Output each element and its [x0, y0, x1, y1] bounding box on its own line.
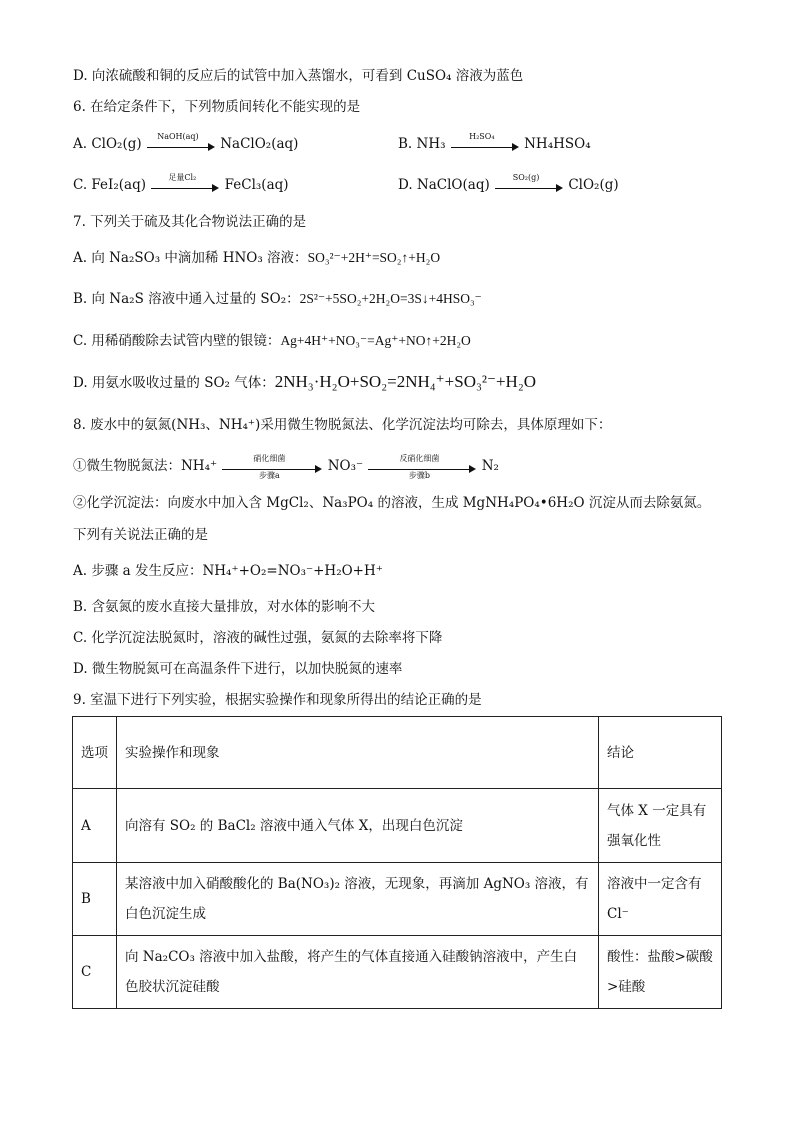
header-operation: 实验操作和现象 — [117, 717, 599, 789]
q7-stem: 7. 下列关于硫及其化合物说法正确的是 — [73, 214, 307, 230]
q8-ask: 下列有关说法正确的是 — [73, 527, 208, 543]
row-conclusion: 气体 X 一定具有强氧化性 — [599, 789, 722, 863]
q7-option-b — [73, 289, 482, 309]
q8-m1-end: N₂ — [481, 458, 499, 474]
q6-b-reagent: H₂SO₄ — [469, 131, 495, 141]
q7-d-text: D. 用氨水吸收过量的 SO₂ 气体： — [73, 375, 275, 391]
q7-b-text: B. 向 Na₂S 溶液中通入过量的 SO₂： — [73, 291, 300, 307]
reaction-arrow-icon — [451, 131, 519, 152]
header-conclusion: 结论 — [599, 717, 722, 789]
q7-option-d — [73, 372, 536, 393]
q5-option-d: D. 向浓硫酸和铜的反应后的试管中加入蒸馏水，可看到 CuSO₄ 溶液为蓝色 — [73, 68, 524, 84]
q8-option-a: A. 步骤 a 发生反应：NH₄⁺+O₂=NO₃⁻+H₂O+H⁺ — [73, 563, 383, 579]
q7-option-a — [73, 248, 440, 268]
q6-a-prefix: A. ClO₂(g) — [73, 136, 142, 152]
q7-option-c — [73, 331, 471, 351]
q6-d-prefix: D. NaClO(aq) — [398, 177, 490, 193]
q6-b-product: NH₄HSO₄ — [524, 136, 591, 152]
row-option: A — [73, 789, 117, 863]
q8-method-1 — [73, 453, 499, 480]
q8-arrow1-bottom: 步骤a — [259, 470, 280, 480]
q9-stem: 9. 室温下进行下列实验，根据实验操作和现象所得出的结论正确的是 — [73, 692, 482, 708]
q7-d-equation: 2NH₃·H₂O+SO₂=2NH₄⁺+SO₃²⁻+H₂O — [274, 372, 537, 391]
q7-a-equation: SO₃²⁻+2H⁺=SO₂↑+H₂O — [307, 250, 441, 265]
q6-d-reagent: SO₂(g) — [512, 172, 540, 182]
table-row — [73, 863, 722, 936]
row-operation: 向溶有 SO₂ 的 BaCl₂ 溶液中通入气体 X，出现白色沉淀 — [117, 789, 599, 863]
q6-c-prefix: C. FeI₂(aq) — [73, 177, 147, 193]
q8-arrow2-bottom: 步骤b — [408, 470, 430, 480]
q6-a-product: NaClO₂(aq) — [220, 136, 299, 152]
row-operation: 某溶液中加入硝酸酸化的 Ba(NO₃)₂ 溶液，无现象，再滴加 AgNO₃ 溶液，有白色沉淀生成 — [117, 863, 599, 936]
q8-option-b: B. 含氨氮的废水直接大量排放，对水体的影响不大 — [73, 599, 376, 615]
row-option: B — [73, 863, 117, 936]
reaction-arrow-icon — [222, 453, 322, 480]
q6-c-reagent: 足量Cl₂ — [168, 172, 197, 182]
header-option: 选项 — [73, 717, 117, 789]
reaction-arrow-icon — [495, 172, 563, 193]
q6-option-b — [398, 131, 591, 154]
q6-option-d — [398, 172, 619, 195]
reaction-arrow-icon — [368, 453, 476, 480]
q6-stem: 6. 在给定条件下，下列物质间转化不能实现的是 — [73, 99, 361, 115]
q8-option-c: C. 化学沉淀法脱氮时，溶液的碱性过强，氨氮的去除率将下降 — [73, 630, 443, 646]
q8-m1-mid: NO₃⁻ — [327, 458, 364, 474]
row-conclusion: 溶液中一定含有 Cl⁻ — [599, 863, 722, 936]
q6-c-product: FeCl₃(aq) — [224, 177, 289, 193]
q6-option-c — [73, 172, 289, 195]
q7-a-text: A. 向 Na₂SO₃ 中滴加稀 HNO₃ 溶液： — [73, 250, 308, 266]
q8-arrow1-top: 硝化细菌 — [253, 453, 286, 463]
reaction-arrow-icon — [147, 131, 215, 152]
experiment-table — [72, 716, 722, 1009]
q8-option-d: D. 微生物脱氮可在高温条件下进行，以加快脱氮的速率 — [73, 661, 403, 677]
q7-b-equation: 2S²⁻+5SO₂+2H₂O=3S↓+4HSO₃⁻ — [299, 291, 482, 306]
table-header-row — [73, 717, 722, 789]
q8-arrow2-top: 反硝化细菌 — [399, 453, 440, 463]
q6-option-a — [73, 131, 299, 154]
q8-stem: 8. 废水中的氨氮(NH₃、NH₄⁺)采用微生物脱氮法、化学沉淀法均可除去，具体原理如下： — [73, 417, 612, 433]
q7-c-equation: Ag+4H⁺+NO₃⁻=Ag⁺+NO↑+2H₂O — [280, 333, 471, 348]
row-operation: 向 Na₂CO₃ 溶液中加入盐酸，将产生的气体直接通入硅酸钠溶液中，产生白色胶状沉淀硅酸 — [117, 936, 599, 1009]
reaction-arrow-icon — [151, 172, 219, 193]
q6-d-product: ClO₂(g) — [568, 177, 619, 193]
q6-b-prefix: B. NH₃ — [398, 136, 446, 152]
q8-m1-label: ①微生物脱氮法：NH₄⁺ — [73, 458, 218, 474]
table-row — [73, 789, 722, 863]
q7-c-text: C. 用稀硝酸除去试管内壁的银镜： — [73, 333, 281, 349]
row-option: C — [73, 936, 117, 1009]
q6-a-reagent: NaOH(aq) — [157, 131, 199, 141]
table-row — [73, 936, 722, 1009]
q8-method-2: ②化学沉淀法：向废水中加入含 MgCl₂、Na₃PO₄ 的溶液，生成 MgNH₄PO₄•6H₂O 沉淀从而去除氨氮。 — [73, 495, 711, 511]
row-conclusion: 酸性：盐酸>碳酸>硅酸 — [599, 936, 722, 1009]
